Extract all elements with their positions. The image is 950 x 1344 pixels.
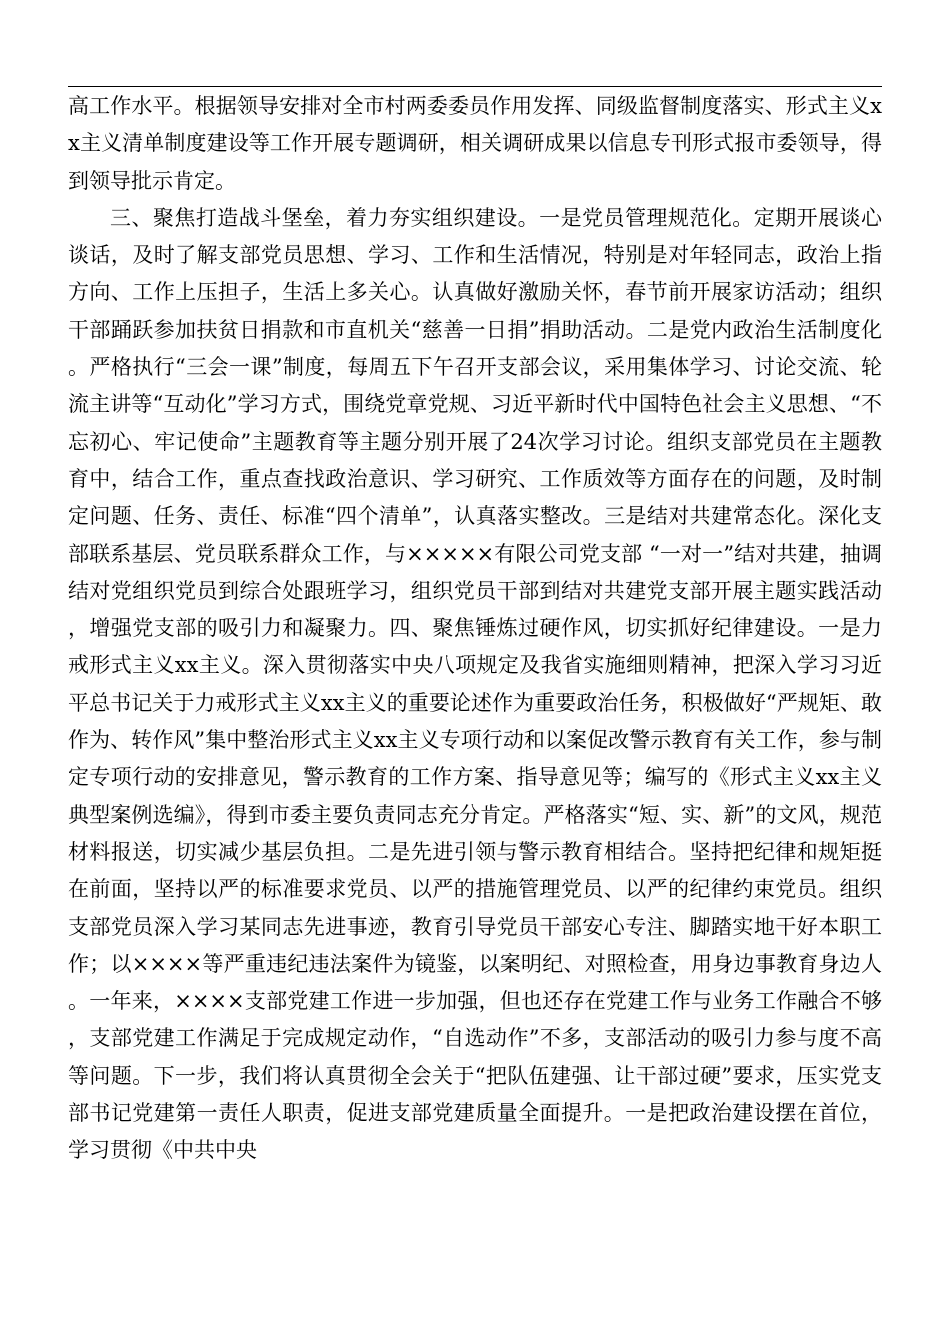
main-paragraph: 三、聚焦打造战斗堡垒，着力夯实组织建设。一是党员管理规范化。定期开展谈心谈话，及时了解支部党员思想、学习、工作和生活情况，特别是对年轻同志，政治上指方向、工作上压担子，生活上多关心。认真做好激励关怀，春节前开展家访活动；组织干部踊跃参加扶贫日捐款和市直机关“慈善一日捐”捐助活动。二是党内政治生活制度化。严格执行“三会一课”制度，每周五下午召开支部会议，采用集体学习、讨论交流、轮流主讲等“互动化”学习方式，围绕党章党规、习近平新时代中国特色社会主义思想、“不忘初心、牢记使命”主题教育等主题分别开展了24次学习讨论。组织支部党员在主题教育中，结合工作，重点查找政治意识、学习研究、工作质效等方面存在的问题，及时制定问题、任务、责任、标准“四个清单”，认真落实整改。三是结对共建常态化。深化支部联系基层、党员联系群众工作，与×××××有限公司党支部 “一对一”结对共建，抽调结对党组织党员到综合处跟班学习，组织党员干部到结对共建党支部开展主题实践活动，增强党支部的吸引力和凝聚力。四、聚焦锤炼过硬作风，切实抓好纪律建设。一是力戒形式主义xx主义。深入贯彻落实中央八项规定及我省实施细则精神，把深入学习习近平总书记关于力戒形式主义xx主义的重要论述作为重要政治任务，积极做好“严规矩、敢作为、转作风”集中整治形式主义xx主义专项行动和以案促改警示教育有关工作，参与制定专项行动的安排意见，警示教育的工作方案、指导意见等；编写的《形式主义xx主义典型案例选编》，得到市委主要负责同志充分肯定。严格落实“短、实、新”的文风，规范材料报送，切实减少基层负担。二是先进引领与警示教育相结合。坚持把纪律和规矩挺在前面，坚持以严的标准要求党员、以严的措施管理党员、以严的纪律约束党员。组织支部党员深入学习某同志先进事迹，教育引导党员干部安心专注、脚踏实地干好本职工作；以××××等严重违纪违法案件为镜鉴，以案明纪、对照检查，用身边事教育身边人。一年来，××××支部党建工作进一步加强，但也还存在党建工作与业务工作融合不够，支部党建工作满足于完成规定动作，“自选动作”不多，支部活动的吸引力参与度不高等问题。下一步，我们将认真贯彻全会关于“把队伍建强、让干部过硬”要求，压实党支部书记党建第一责任人职责，促进支部党建质量全面提升。一是把政治建设摆在首位，学习贯彻《中共中央	[68, 205, 882, 1163]
header-rule	[68, 86, 882, 87]
continuation-paragraph: 高工作水平。根据领导安排对全市村两委委员作用发挥、同级监督制度落实、形式主义xx主义清单制度建设等工作开展专题调研，相关调研成果以信息专刊形式报市委领导，得到领导批示肯定。	[68, 94, 882, 193]
document-body	[68, 88, 882, 1170]
